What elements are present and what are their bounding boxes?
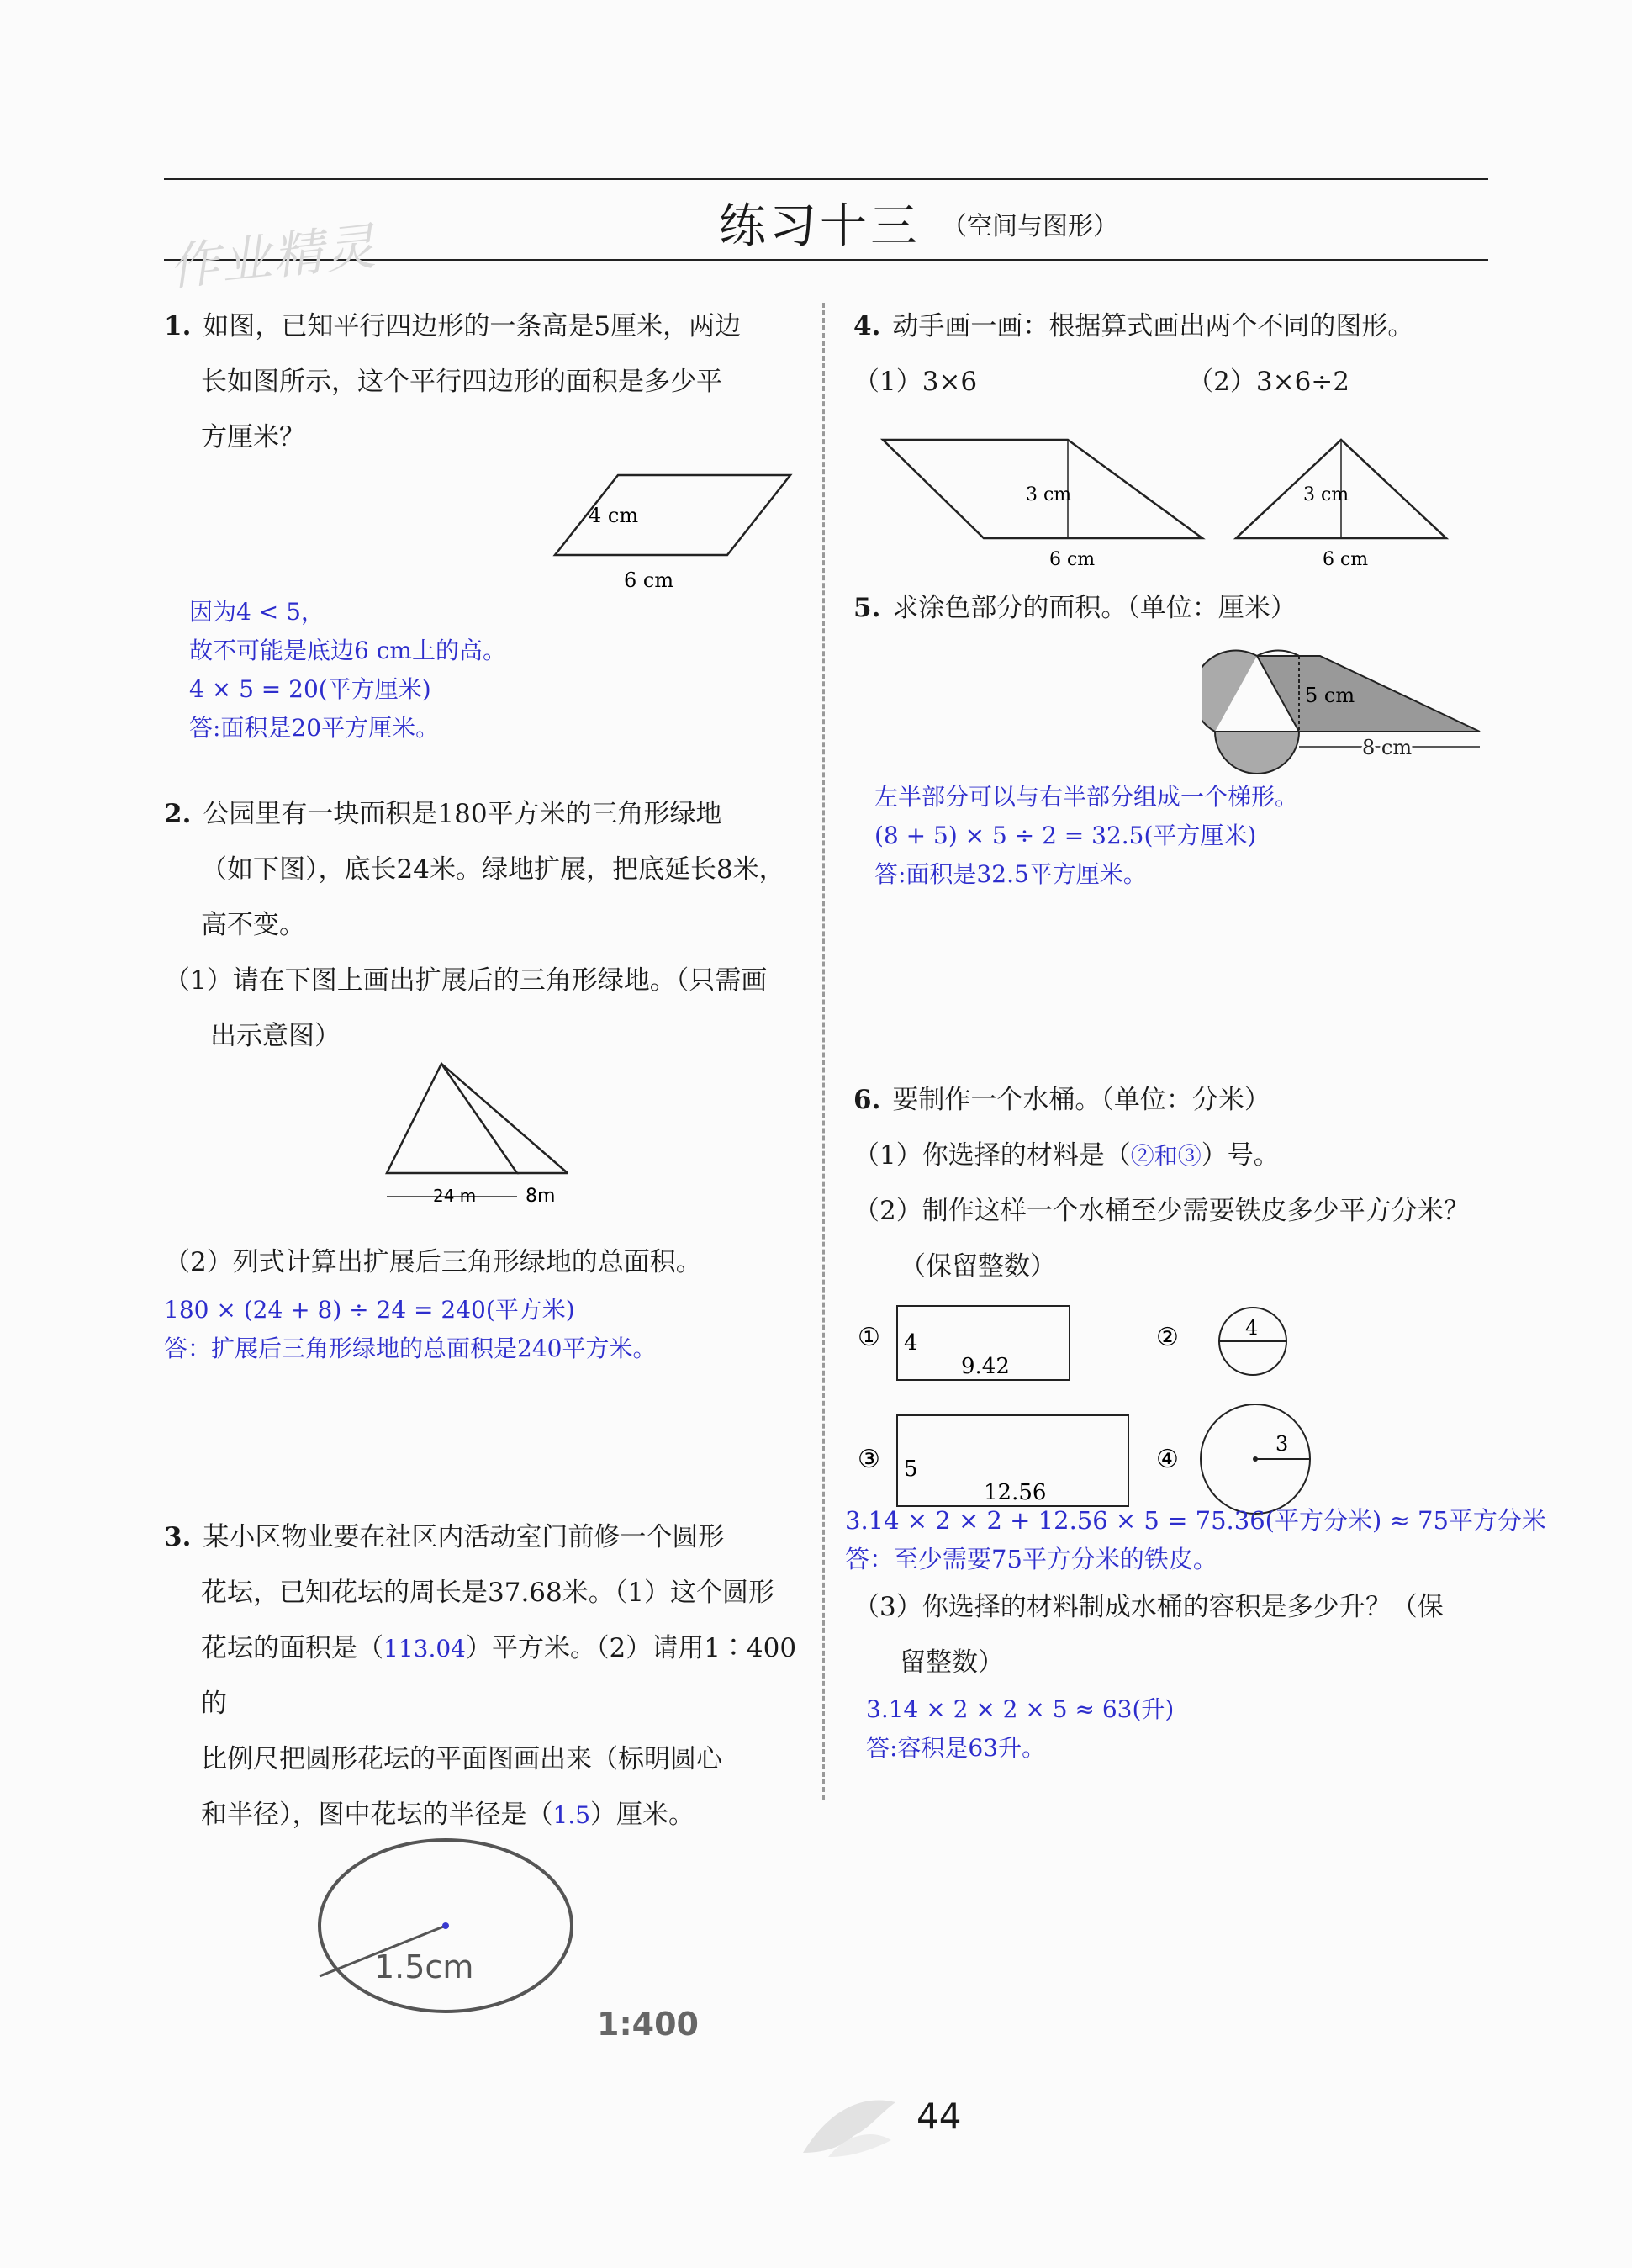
question-text: 某小区物业要在社区内活动室门前修一个圆形 [203, 1522, 725, 1552]
material-1-label: ① [858, 1323, 880, 1352]
answer-line: 4 × 5 = 20(平方厘米) [189, 675, 431, 703]
question-number: 4. [853, 311, 881, 341]
question-text: 和半径），图中花坛的半径是（ [201, 1800, 553, 1830]
page-title: 练习十三 [719, 199, 921, 254]
watermark: 作业精灵 [166, 217, 380, 298]
answer-6-3 [866, 1690, 1174, 1768]
answer-line: 左半部分可以与右半部分组成一个梯形。 [874, 783, 1299, 811]
shaded-region-figure [1202, 648, 1488, 774]
answer-blank: 113.04 [383, 1635, 466, 1663]
question-text: 花坛，已知花坛的周长是37.68米。（1）这个圆形 [201, 1578, 774, 1608]
sub-question: （3）你选择的材料制成水桶的容积是多少升？（保 [853, 1592, 1444, 1622]
sub-question: （2）制作这样一个水桶至少需要铁皮多少平方分米？ [853, 1196, 1470, 1226]
answer-line: (8 + 5) × 5 ÷ 2 = 32.5(平方厘米) [874, 822, 1257, 849]
side-label: 4 cm [589, 504, 639, 527]
sub-question: ）号。 [1201, 1140, 1280, 1171]
sub-question: （2）列式计算出扩展后三角形绿地的总面积。 [164, 1247, 702, 1277]
question-3 [164, 1509, 803, 1842]
page-number: 44 [916, 2096, 962, 2137]
question-text: ）厘米。 [590, 1800, 695, 1830]
material-4-radius: 3 [1275, 1432, 1289, 1456]
answer-blank: 1.5 [552, 1801, 591, 1829]
question-number: 2. [164, 799, 192, 829]
header-top-rule [164, 178, 1488, 180]
sub-question: （1）请在下图上画出扩展后的三角形绿地。（只需画 [164, 965, 768, 996]
sub-question: （保留整数） [900, 1251, 1056, 1282]
question-text: 公园里有一块面积是180平方米的三角形绿地 [203, 799, 722, 829]
question-number: 3. [164, 1522, 192, 1552]
sub-question: 留整数） [900, 1647, 1004, 1678]
answer-line: 答:面积是20平方厘米。 [189, 714, 440, 742]
flower-bed-circle-figure [294, 1829, 765, 2048]
question-4 [853, 299, 1492, 410]
parallelogram-figure [538, 467, 807, 593]
question-text: 求涂色部分的面积。（单位：厘米） [892, 593, 1297, 623]
height-label: 3 cm [1303, 484, 1349, 505]
question-text: 方厘米？ [201, 422, 305, 452]
column-divider [822, 303, 825, 1800]
extension-label: 8m [526, 1186, 556, 1203]
answer-5 [874, 778, 1298, 894]
answer-line: 答：扩展后三角形绿地的总面积是240平方米。 [164, 1335, 657, 1362]
material-3-width: 12.56 [984, 1480, 1047, 1505]
answer-line: 答:容积是63升。 [866, 1734, 1046, 1762]
bird-decoration-icon [795, 2077, 912, 2170]
answer-6-2 [845, 1501, 1546, 1578]
question-2 [164, 786, 803, 1064]
sub-question: （1）你选择的材料是（ [853, 1140, 1131, 1171]
question-text: 高不变。 [201, 910, 305, 940]
question-text: 长如图所示，这个平行四边形的面积是多少平 [201, 367, 722, 397]
base-label: 6 cm [1323, 549, 1369, 570]
question-text: 要制作一个水桶。（单位：分米） [892, 1085, 1270, 1115]
bucket-materials-figure [853, 1291, 1341, 1518]
height-label: 5 cm [1305, 684, 1355, 707]
question-5 [853, 580, 1492, 636]
answer-line: 3.14 × 2 × 2 + 12.56 × 5 = 75.36(平方分米) ≈ 75平方分米 [845, 1506, 1546, 1535]
answer-line: 答:面积是32.5平方厘米。 [874, 860, 1147, 888]
question-number: 1. [164, 311, 192, 341]
answer-line: 因为4 < 5， [189, 598, 325, 626]
radius-label: 1.5cm [374, 1948, 474, 1985]
base-label: 24 m [433, 1186, 477, 1203]
question-text: 如图，已知平行四边形的一条高是5厘米，两边 [203, 311, 742, 341]
answer-line: 180 × (24 + 8) ÷ 24 = 240(平方米) [164, 1296, 575, 1324]
sub-question: 出示意图） [210, 1021, 341, 1051]
material-2-label: ② [1156, 1323, 1179, 1352]
material-4-label: ④ [1156, 1445, 1179, 1474]
question-6-part-3 [853, 1579, 1509, 1690]
answer-line: 故不可能是底边6 cm上的高。 [189, 637, 506, 664]
question-6 [853, 1072, 1509, 1294]
material-3-label: ③ [858, 1445, 880, 1474]
question-text: （如下图），底长24米。绿地扩展，把底延长8米， [201, 854, 785, 885]
question-text: 动手画一画：根据算式画出两个不同的图形。 [892, 311, 1414, 341]
answer-blank: ②和③ [1130, 1142, 1202, 1170]
base-label: 8 cm [1362, 736, 1413, 759]
material-2-diameter: 4 [1245, 1316, 1259, 1340]
question-number: 6. [853, 1085, 881, 1115]
scale-label: 1:400 [597, 2006, 699, 2043]
answer-line: 答：至少需要75平方分米的铁皮。 [845, 1545, 1217, 1573]
question-1 [164, 299, 803, 465]
base-label: 6 cm [624, 568, 674, 592]
answer-line: 3.14 × 2 × 2 × 5 ≈ 63(升) [866, 1695, 1175, 1723]
base-label: 6 cm [1049, 549, 1096, 570]
question-number: 5. [853, 593, 881, 623]
triangle-green-figure [370, 1047, 572, 1203]
question-text: 花坛的面积是（ [201, 1633, 383, 1663]
sub-question: （2）3×6÷2 [1187, 367, 1349, 397]
material-1-height: 4 [904, 1330, 918, 1356]
sub-question: （1）3×6 [853, 367, 978, 397]
answer-1 [189, 593, 506, 748]
material-3-height: 5 [904, 1456, 918, 1482]
answer-2 [164, 1291, 656, 1368]
drawing-figures [866, 416, 1463, 572]
page-subtitle: （空间与图形） [942, 212, 1118, 241]
question-text: ）平方米。（2）请用1∶400的 [201, 1633, 797, 1719]
height-label: 3 cm [1026, 484, 1072, 505]
material-1-width: 9.42 [961, 1354, 1010, 1379]
question-text: 比例尺把圆形花坛的平面图画出来（标明圆心 [201, 1744, 722, 1774]
